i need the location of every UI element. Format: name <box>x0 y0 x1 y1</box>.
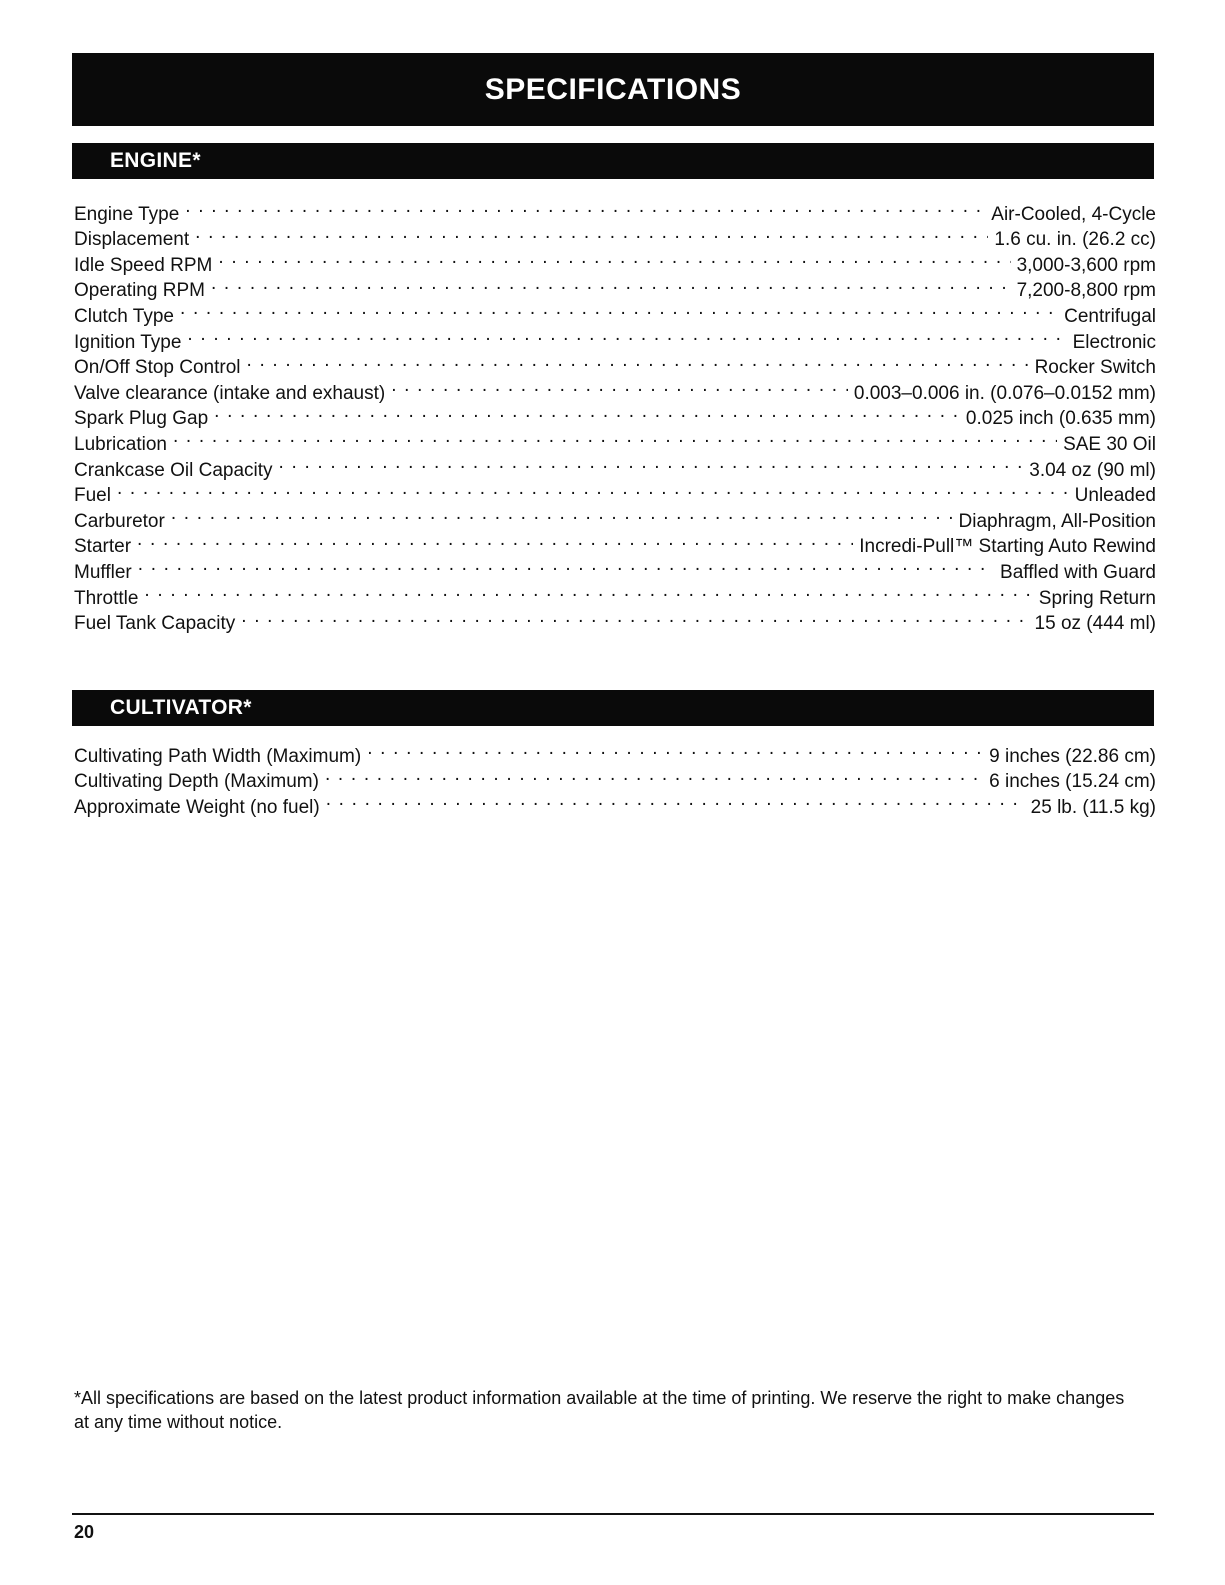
spec-row <box>74 245 1156 276</box>
spec-value: 7,200-8,800 rpm <box>1016 280 1156 302</box>
spec-value: Electronic <box>1072 331 1156 353</box>
spec-value: Spring Return <box>1038 587 1156 609</box>
leader-dots <box>391 373 848 399</box>
leader-dots <box>211 271 1011 297</box>
spec-value: Centrifugal <box>1064 305 1156 327</box>
spec-label: Operating RPM <box>74 280 205 302</box>
spec-value: 25 lb. (11.5 kg) <box>1030 796 1156 818</box>
spec-value: 3,000-3,600 rpm <box>1016 254 1156 276</box>
spec-value: 6 inches (15.24 cm) <box>989 771 1156 793</box>
engine-section-header <box>72 143 1154 179</box>
spec-row <box>74 476 1156 507</box>
spec-row <box>74 271 1156 302</box>
spec-value: Air-Cooled, 4-Cycle <box>991 203 1156 225</box>
spec-label: Starter <box>74 536 132 558</box>
spec-value: Incredi-Pull™ Starting Auto Rewind <box>859 536 1156 558</box>
spec-label: Ignition Type <box>74 331 182 353</box>
spec-row <box>74 424 1156 455</box>
spec-label: Approximate Weight (no fuel) <box>74 796 320 818</box>
cultivator-spec-list <box>74 736 1156 818</box>
spec-row <box>74 450 1156 481</box>
spec-value: Diaphragm, All-Position <box>958 510 1156 532</box>
spec-value: Baffled with Guard <box>1000 561 1156 583</box>
spec-label: Idle Speed RPM <box>74 254 213 276</box>
spec-row <box>74 296 1156 327</box>
leader-dots <box>195 220 988 246</box>
spec-label: Muffler <box>74 561 132 583</box>
spec-label: Clutch Type <box>74 305 174 327</box>
spec-value: Rocker Switch <box>1034 357 1156 379</box>
leader-dots <box>214 399 960 425</box>
spec-label: On/Off Stop Control <box>74 357 241 379</box>
spec-row <box>74 578 1156 609</box>
leader-dots <box>187 322 1066 348</box>
spec-row <box>74 322 1156 353</box>
leader-dots <box>144 578 1032 604</box>
spec-row <box>74 604 1156 635</box>
leader-dots <box>173 424 1057 450</box>
spec-value: 0.025 inch (0.635 mm) <box>965 408 1156 430</box>
spec-row <box>74 194 1156 225</box>
spec-value: 15 oz (444 ml) <box>1034 613 1156 635</box>
leader-dots <box>367 736 983 762</box>
spec-row <box>74 552 1156 583</box>
page-number: 20 <box>74 1522 95 1542</box>
spec-label: Spark Plug Gap <box>74 408 209 430</box>
spec-label: Fuel <box>74 485 111 507</box>
leader-dots <box>180 296 1058 322</box>
cultivator-section-header <box>72 690 1154 726</box>
spec-value: 3.04 oz (90 ml) <box>1029 459 1156 481</box>
spec-value: Unleaded <box>1074 485 1156 507</box>
spec-label: Lubrication <box>74 433 167 455</box>
leader-dots <box>325 762 983 788</box>
spec-label: Carburetor <box>74 510 165 532</box>
spec-value: 1.6 cu. in. (26.2 cc) <box>994 229 1156 251</box>
spec-label: Displacement <box>74 229 190 251</box>
specifications-footnote: *All specifications are based on the latest product information available at the time of printing. We reserve the right to make changes at any time without notice. <box>74 1388 1125 1432</box>
leader-dots <box>279 450 1024 476</box>
spec-label: Crankcase Oil Capacity <box>74 459 273 481</box>
engine-section-title: ENGINE* <box>110 149 201 172</box>
cultivator-section-title: CULTIVATOR* <box>110 696 252 719</box>
spec-row <box>74 736 1156 767</box>
leader-dots <box>138 552 994 578</box>
spec-row <box>74 348 1156 379</box>
page-title-bar <box>72 53 1154 126</box>
spec-label: Engine Type <box>74 203 180 225</box>
page-title: SPECIFICATIONS <box>484 72 742 106</box>
leader-dots <box>137 527 853 553</box>
spec-value: SAE 30 Oil <box>1063 433 1156 455</box>
engine-spec-list <box>74 194 1156 635</box>
spec-label: Fuel Tank Capacity <box>74 613 236 635</box>
leader-dots <box>218 245 1010 271</box>
spec-label: Valve clearance (intake and exhaust) <box>74 382 386 404</box>
leader-dots <box>247 348 1029 374</box>
spec-label: Cultivating Depth (Maximum) <box>74 771 319 793</box>
spec-value: 9 inches (22.86 cm) <box>989 745 1156 767</box>
leader-dots <box>185 194 985 220</box>
leader-dots <box>326 787 1025 813</box>
spec-label: Throttle <box>74 587 139 609</box>
footer-divider <box>72 1513 1154 1515</box>
spec-label: Cultivating Path Width (Maximum) <box>74 745 362 767</box>
leader-dots <box>117 476 1069 502</box>
spec-value: 0.003–0.006 in. (0.076–0.0152 mm) <box>853 382 1156 404</box>
leader-dots <box>241 604 1028 630</box>
leader-dots <box>171 501 953 527</box>
spec-row <box>74 501 1156 532</box>
